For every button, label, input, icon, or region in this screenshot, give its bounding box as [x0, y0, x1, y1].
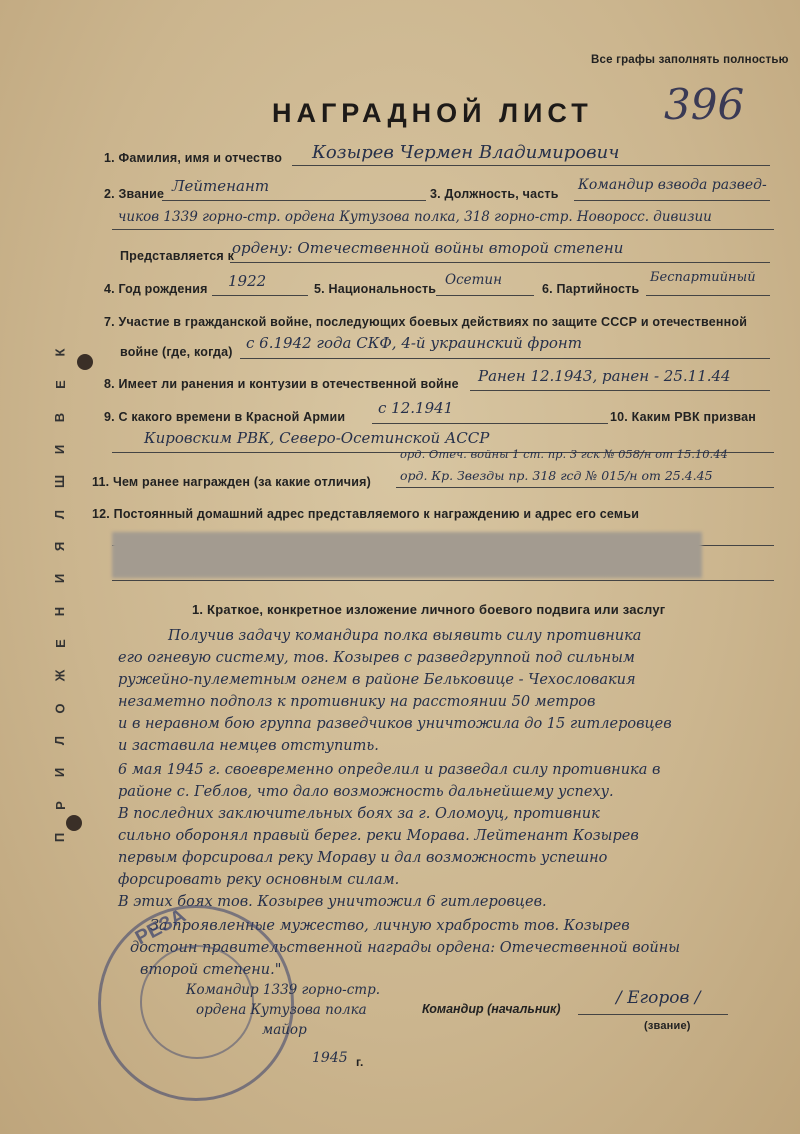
side-letter: Ж — [52, 669, 68, 682]
field-name-value: Козырев Чермен Владимирович — [312, 142, 620, 163]
field-birth-label: 4. Год рождения — [104, 282, 208, 296]
field-draft-value: Кировским РВК, Северо-Осетинской АССР — [144, 429, 490, 447]
narrative-line: За проявленные мужество, личную храбрость тов. Козырев — [150, 918, 630, 934]
narrative-line: форсировать реку основным силам. — [118, 872, 400, 888]
narrative-line: сильно оборонял правый берег. реки Морава. Лейтенант Козырев — [118, 828, 639, 844]
side-letter: Е — [52, 380, 68, 390]
side-letter: И — [52, 768, 68, 778]
field-address-label: 12. Постоянный домашний адрес представляемого к награждению и адрес его семьи — [92, 507, 640, 521]
field-position-value-2: чиков 1339 горно-стр. ордена Кутузова полка, 318 горно-стр. Новоросс. дивизии — [118, 209, 712, 225]
field-rank-label: 2. Звание — [104, 187, 165, 201]
side-letter: Л — [52, 735, 68, 745]
narrative-line: В последних заключительных боях за г. Оломоуц, противник — [118, 806, 600, 822]
field-party-value: Беспартийный — [650, 270, 756, 285]
narrative-line: районе с. Геблов, что дало возможность дальнейшему успеху. — [118, 784, 614, 800]
field-line — [646, 295, 770, 296]
field-line — [436, 295, 534, 296]
side-letter: И — [52, 444, 68, 455]
field-represented-value: ордену: Отечественной войны второй степени — [232, 239, 624, 257]
field-army-since-value: с 12.1941 — [378, 399, 454, 417]
side-letter: Н — [52, 606, 68, 616]
field-line — [212, 295, 308, 296]
narrative-line: В этих боях тов. Козырев уничтожил 6 гитлеровцев. — [118, 894, 547, 910]
field-birth-value: 1922 — [228, 272, 267, 290]
signature-line — [578, 1014, 728, 1015]
commander-signature-name: / Егоров / — [616, 988, 701, 1008]
commander-hw-1: Командир 1339 горно-стр. — [186, 982, 381, 998]
field-wounds-value: Ранен 12.1943, ранен - 25.11.44 — [478, 367, 731, 385]
field-represented-label: Представляется к — [120, 249, 235, 263]
field-participation-value: с 6.1942 года СКФ, 4-й украинский фронт — [246, 334, 583, 352]
narrative-line: первым форсировал реку Мораву и дал возможность успешно — [118, 850, 608, 866]
page-title: НАГРАДНОЙ ЛИСТ — [272, 98, 593, 128]
field-awards-label: 11. Чем ранее награжден (за какие отличия) — [92, 475, 371, 489]
field-army-since-label: 9. С какого времени в Красной Армии — [104, 410, 346, 424]
narrative-line: и заставила немцев отступить. — [118, 738, 379, 754]
section-heading: 1. Краткое, конкретное изложение личного боевого подвига или заслуг — [192, 602, 666, 617]
stamp-text: РЕЗА — [131, 904, 190, 950]
side-letter: Я — [52, 541, 68, 552]
field-nationality-value: Осетин — [445, 272, 503, 288]
field-party-label: 6. Партийность — [542, 282, 640, 296]
commander-hw-2: ордена Кутузова полка — [196, 1002, 367, 1018]
field-line — [292, 165, 770, 166]
field-line — [574, 200, 770, 201]
field-line — [372, 423, 608, 424]
field-position-value: Командир взвода развед- — [578, 177, 767, 193]
field-line — [162, 200, 426, 201]
side-label — [50, 345, 70, 845]
field-wounds-label: 8. Имеет ли ранения и контузии в отечественной войне — [104, 377, 459, 391]
narrative-line: его огневую систему, тов. Козырев с разведгруппой под сильным — [118, 650, 635, 666]
side-letter: И — [52, 574, 68, 584]
field-position-label: 3. Должность, часть — [430, 187, 559, 201]
field-line — [112, 229, 774, 230]
redacted-address — [112, 532, 702, 578]
field-line — [470, 390, 770, 391]
field-line — [112, 580, 774, 581]
date-year: 1945 — [312, 1050, 348, 1066]
field-awards-value-1: орд. Отеч. войны 1 ст. пр. 3 гск № 058/н от 15.10.44 — [400, 447, 728, 461]
commander-label: Командир (начальник) — [422, 1002, 561, 1016]
date-suffix: г. — [356, 1055, 364, 1069]
document-number: 396 — [664, 80, 745, 129]
field-participation-label-2: войне (где, когда) — [120, 345, 233, 359]
narrative-line: 6 мая 1945 г. своевременно определил и разведал силу противника в — [118, 762, 661, 778]
side-letter: Р — [52, 800, 68, 810]
top-note: Все графы заполнять полностью — [591, 54, 789, 66]
side-letter: Е — [52, 639, 68, 648]
side-letter: О — [52, 703, 68, 714]
narrative-line: ружейно-пулеметным огнем в районе Бельковице - Чехословакия — [118, 672, 636, 688]
field-participation-label: 7. Участие в гражданской войне, последующих боевых действиях по защите СССР и отечественной — [104, 315, 748, 329]
side-letter: П — [52, 832, 68, 843]
rank-label: (звание) — [644, 1020, 691, 1032]
field-nationality-label: 5. Национальность — [314, 282, 437, 296]
narrative-line: Получив задачу командира полка выявить силу противника — [168, 628, 642, 644]
field-awards-value-2: орд. Кр. Звезды пр. 318 гсд № 015/н от 25.4.45 — [400, 468, 713, 483]
field-line — [240, 358, 770, 359]
commander-hw-3: майор — [262, 1022, 307, 1038]
side-letter: Л — [52, 509, 68, 519]
field-name-label: 1. Фамилия, имя и отчество — [104, 151, 283, 165]
punch-hole — [66, 815, 82, 831]
field-rank-value: Лейтенант — [172, 177, 270, 195]
narrative-line: второй степени." — [140, 962, 282, 978]
side-letter: К — [52, 348, 68, 357]
punch-hole — [77, 354, 93, 370]
side-letter: В — [52, 412, 68, 422]
field-line — [396, 487, 774, 488]
narrative-line: достоин правительственной награды ордена: Отечественной войны — [130, 940, 681, 956]
field-draft-label: 10. Каким РВК призван — [610, 410, 757, 424]
narrative-line: и в неравном бою группа разведчиков уничтожила до 15 гитлеровцев — [118, 716, 672, 732]
side-letter: Ш — [52, 475, 68, 489]
narrative-line: незаметно подполз к противнику на расстоянии 50 метров — [118, 694, 596, 710]
field-line — [230, 262, 770, 263]
